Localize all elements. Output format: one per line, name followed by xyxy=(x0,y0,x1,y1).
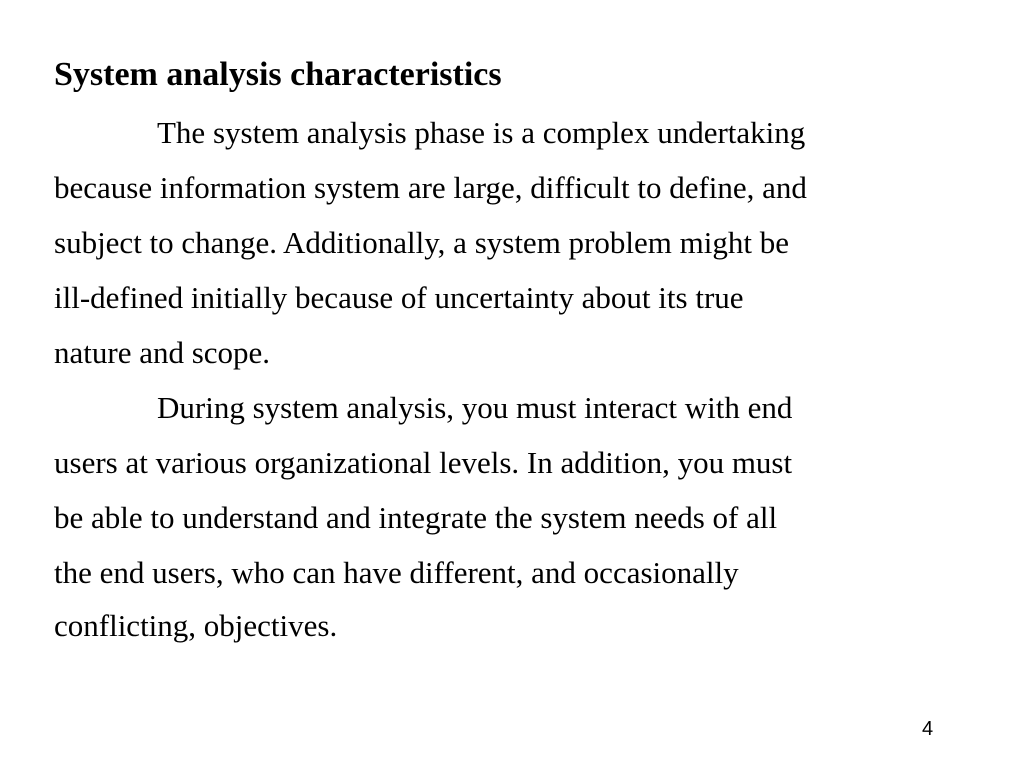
paragraph-2-line-5: conflicting, objectives. xyxy=(54,608,338,643)
paragraph-1-line-1: The system analysis phase is a complex undertaking xyxy=(157,115,806,150)
paragraph-2-line-3: be able to understand and integrate the system needs of all xyxy=(54,500,778,535)
slide-title: System analysis characteristics xyxy=(54,56,502,93)
paragraph-2-line-2: users at various organizational levels. In addition, you must xyxy=(54,445,793,480)
paragraph-2-line-4: the end users, who can have different, and occasionally xyxy=(54,555,739,590)
page-number: 4 xyxy=(922,718,934,740)
paragraph-1-line-5: nature and scope. xyxy=(54,335,271,370)
paragraph-1-line-3: subject to change. Additionally, a system problem might be xyxy=(54,225,789,260)
paragraph-1-line-4: ill-defined initially because of uncertainty about its true xyxy=(54,280,744,315)
paragraph-1-line-2: because information system are large, difficult to define, and xyxy=(54,170,807,205)
paragraph-2-line-1: During system analysis, you must interact with end xyxy=(157,390,793,425)
